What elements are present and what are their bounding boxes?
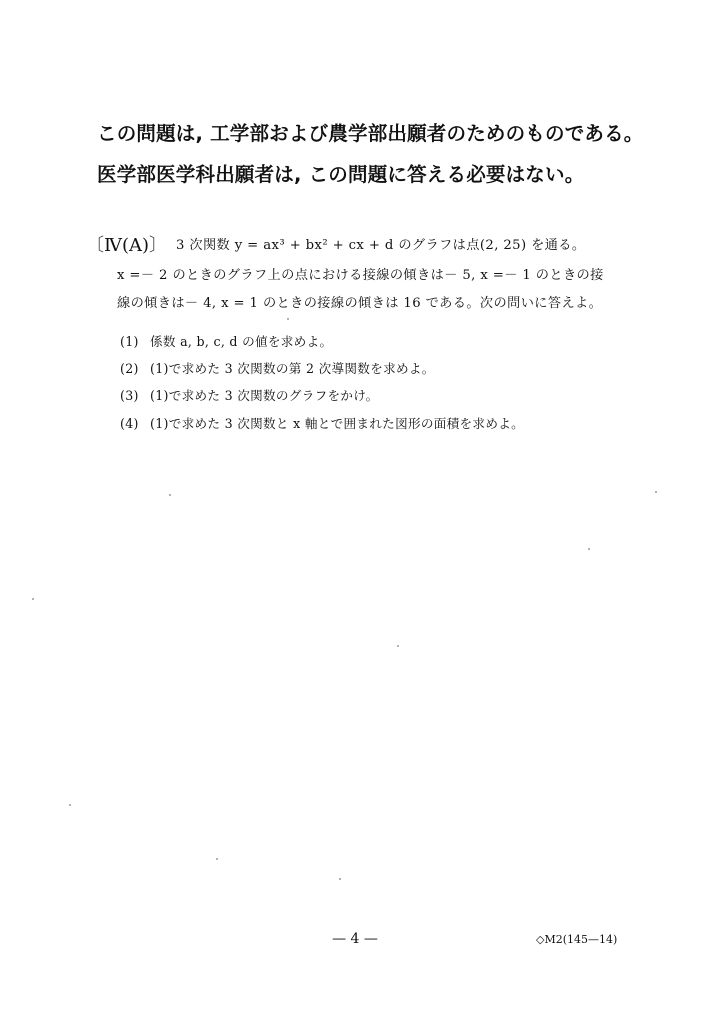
question-text: (1)で求めた 3 次関数と x 軸とで囲まれた図形の面積を求めよ。 [150,416,525,431]
question-number: (4) [120,416,139,431]
scan-speck [287,318,289,320]
question-text: (1)で求めた 3 次関数のグラフをかけ。 [150,388,379,403]
scan-speck [397,645,399,647]
question-text: (1)で求めた 3 次関数の第 2 次導関数を求めよ。 [150,361,435,376]
problem-label: 〔Ⅳ(A)〕 [86,235,168,256]
scan-speck [169,494,171,496]
question-1 [120,331,332,350]
scan-speck [339,878,341,880]
scan-speck [655,491,657,493]
notice-line-2: 医学部医学科出願者は, この問題に答える必要はない。 [97,163,585,186]
scan-speck [69,804,71,806]
problem-statement-line-1: 3 次関数 y = ax³ + bx² + cx + d のグラフは点(2, 25) を通る。 [176,238,586,253]
exam-code: ◇M2(145—14) [536,933,618,946]
scan-speck [216,858,218,860]
page-number: — 4 — [332,931,378,947]
question-4 [120,413,524,432]
scan-speck [588,548,590,550]
question-number: (1) [120,334,139,349]
scan-speck [32,598,34,600]
question-number: (2) [120,361,139,376]
problem-statement-line-3: 線の傾きは－ 4, x = 1 のときの接線の傾きは 16 である。次の問いに答えよ。 [117,296,603,311]
question-3 [120,385,379,404]
question-2 [120,358,435,377]
question-text: 係数 a, b, c, d の値を求めよ。 [150,334,333,349]
question-number: (3) [120,388,139,403]
notice-line-1: この問題は, 工学部および農学部出願者のためのものである。 [97,122,644,145]
problem-statement-line-2: x =－ 2 のときのグラフ上の点における接線の傾きは－ 5, x =－ 1 のときの接 [117,268,604,283]
